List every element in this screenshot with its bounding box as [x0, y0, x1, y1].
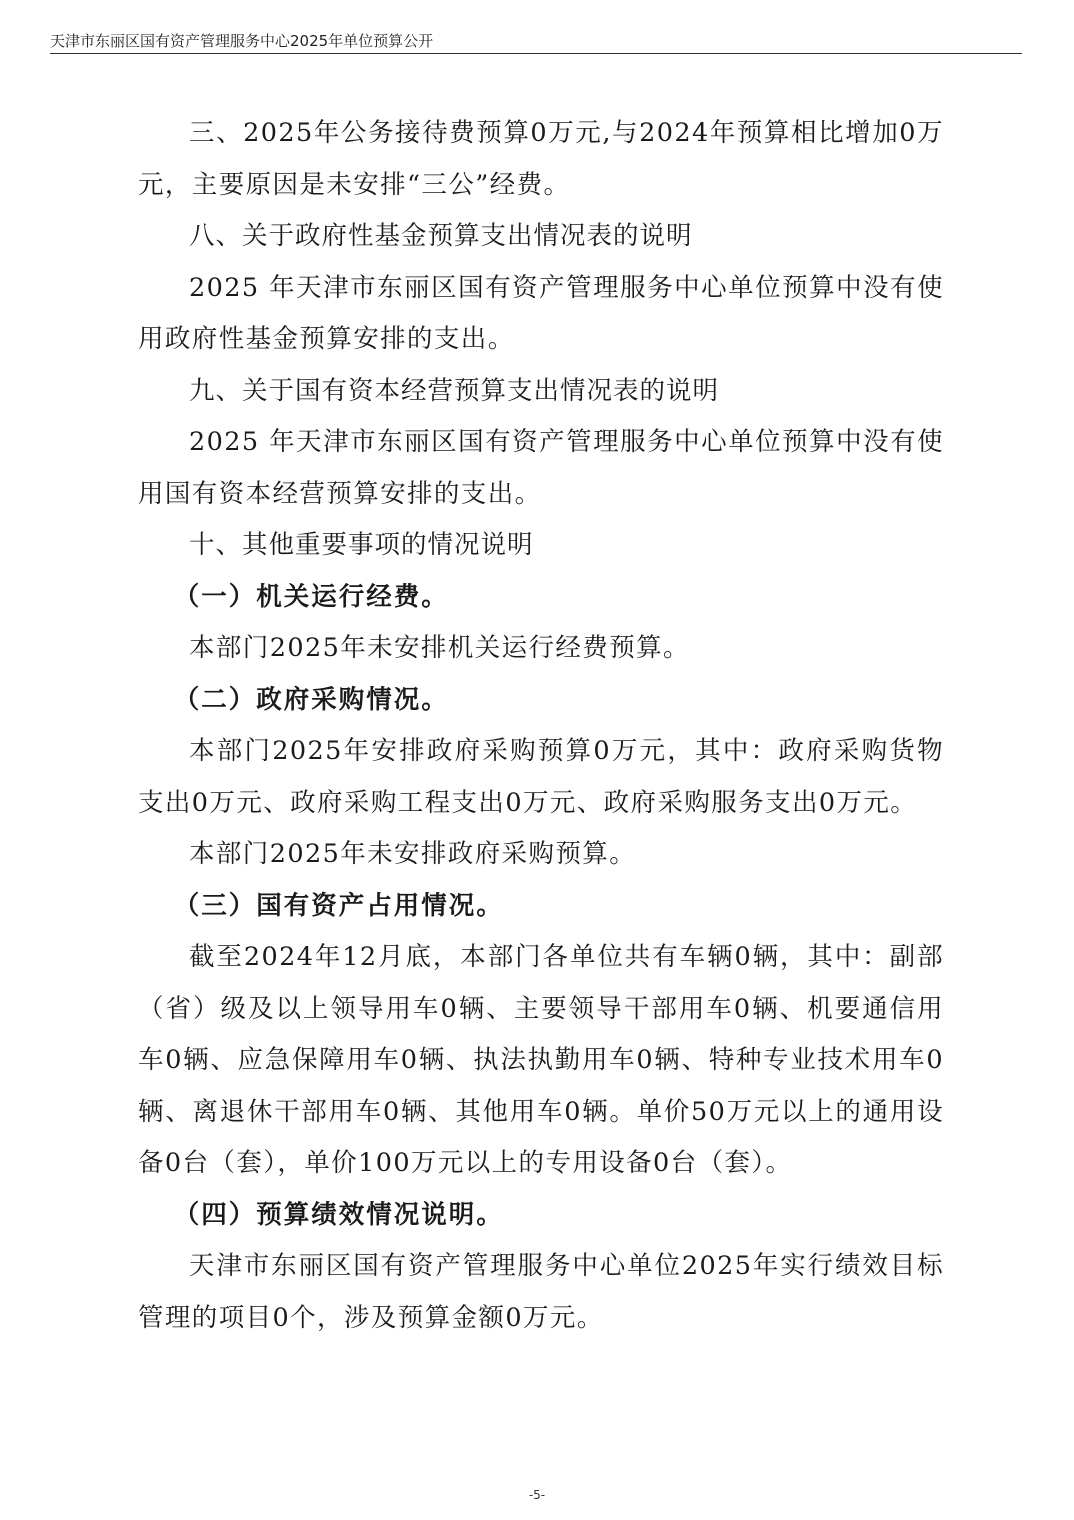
- page-header-title: 天津市东丽区国有资产管理服务中心2025年单位预算公开: [50, 32, 434, 50]
- section-heading-fund-budget: 八、关于政府性基金预算支出情况表的说明: [189, 221, 693, 251]
- paragraph-state-assets: 截至2024年12月底，本部门各单位共有车辆0辆，其中：副部（省）级及以上领导用车0辆、主要领导干部用车0辆、机要通信用车0辆、应急保障用车0辆、执法执勤用车0辆、特种专业技术用车0辆、离退休干部用车0辆、其他用车0辆。单价50万元以上的通用设备0台（套），单价100万元以上的专用设备0台（套）。: [138, 942, 944, 1178]
- document-body: [138, 108, 944, 1344]
- section-heading-state-capital: 九、关于国有资本经营预算支出情况表的说明: [189, 375, 720, 406]
- paragraph-procurement-detail: 本部门2025年安排政府采购预算0万元，其中：政府采购货物支出0万元、政府采购工程支出0万元、政府采购服务支出0万元。: [138, 736, 944, 818]
- subheading-operating-expense: （一）机关运行经费。: [173, 581, 449, 612]
- paragraph-operating-expense: 本部门2025年未安排机关运行经费预算。: [189, 633, 690, 663]
- paragraph-fund-budget: 2025 年天津市东丽区国有资产管理服务中心单位预算中没有使用政府性基金预算安排的支出。: [138, 272, 944, 354]
- section-heading-other-matters: 十、其他重要事项的情况说明: [189, 530, 534, 560]
- paragraph-reception-expense: 三、2025年公务接待费预算0万元,与2024年预算相比增加0万元，主要原因是未安排“三公”经费。: [138, 118, 944, 200]
- paragraph-performance: 天津市东丽区国有资产管理服务中心单位2025年实行绩效目标管理的项目0个，涉及预算金额0万元。: [138, 1251, 944, 1333]
- subheading-state-assets: （三）国有资产占用情况。: [173, 890, 504, 921]
- page-number: -5-: [528, 1488, 546, 1502]
- paragraph-state-capital: 2025 年天津市东丽区国有资产管理服务中心单位预算中没有使用国有资本经营预算安排的支出。: [138, 427, 944, 509]
- subheading-performance: （四）预算绩效情况说明。: [173, 1199, 504, 1230]
- header-divider: [50, 53, 1022, 54]
- subheading-procurement: （二）政府采购情况。: [173, 684, 449, 715]
- paragraph-procurement-summary: 本部门2025年未安排政府采购预算。: [189, 839, 637, 869]
